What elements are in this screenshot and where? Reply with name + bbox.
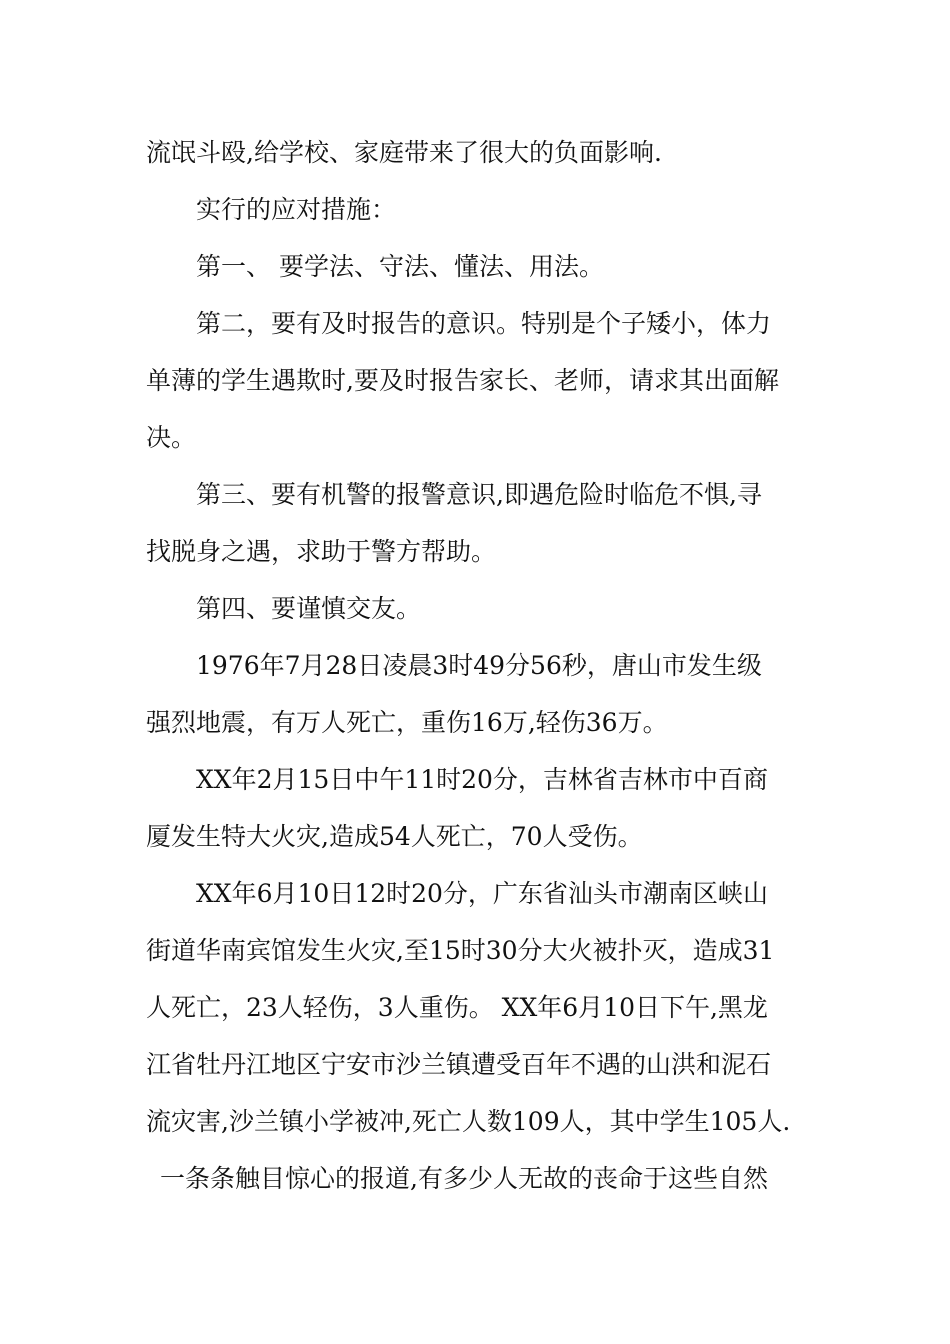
text-line: 单薄的学生遇欺时,要及时报告家长、老师，请求其出面解 xyxy=(146,366,779,395)
text-line: 流氓斗殴,给学校、家庭带来了很大的负面影响. xyxy=(146,138,662,167)
text-line: 一条条触目惊心的报道,有多少人无故的丧命于这些自然 xyxy=(160,1164,768,1193)
text-line: 1976年7月28日凌晨3时49分56秒，唐山市发生级 xyxy=(196,651,762,680)
text-line: 第二，要有及时报告的意识。特别是个子矮小，体力 xyxy=(196,309,772,338)
text-line: 人死亡，23人轻伤，3人重伤。 XX年6月10日下午,黑龙 xyxy=(146,993,768,1022)
text-line: 流灾害,沙兰镇小学被冲,死亡人数109人，其中学生105人. xyxy=(146,1107,791,1136)
text-line: 实行的应对措施： xyxy=(196,195,397,224)
text-line: XX年2月15日中午11时20分，吉林省吉林市中百商 xyxy=(196,765,768,794)
text-line: 江省牡丹江地区宁安市沙兰镇遭受百年不遇的山洪和泥石 xyxy=(146,1050,772,1079)
text-line: 决。 xyxy=(146,423,197,452)
text-line: 第三、要有机警的报警意识,即遇危险时临危不惧,寻 xyxy=(196,480,762,509)
text-line: 找脱身之遇，求助于警方帮助。 xyxy=(146,537,497,566)
text-line: 街道华南宾馆发生火灾,至15时30分大火被扑灭，造成31 xyxy=(146,936,775,965)
text-line: 第四、要谨慎交友。 xyxy=(196,594,422,623)
text-line: 第一、 要学法、守法、懂法、用法。 xyxy=(196,252,604,281)
text-line: 厦发生特大火灾,造成54人死亡，70人受伤。 xyxy=(146,822,643,851)
text-line: 强烈地震，有万人死亡，重伤16万,轻伤36万。 xyxy=(146,708,668,737)
text-line: XX年6月10日12时20分，广东省汕头市潮南区峡山 xyxy=(196,879,768,908)
